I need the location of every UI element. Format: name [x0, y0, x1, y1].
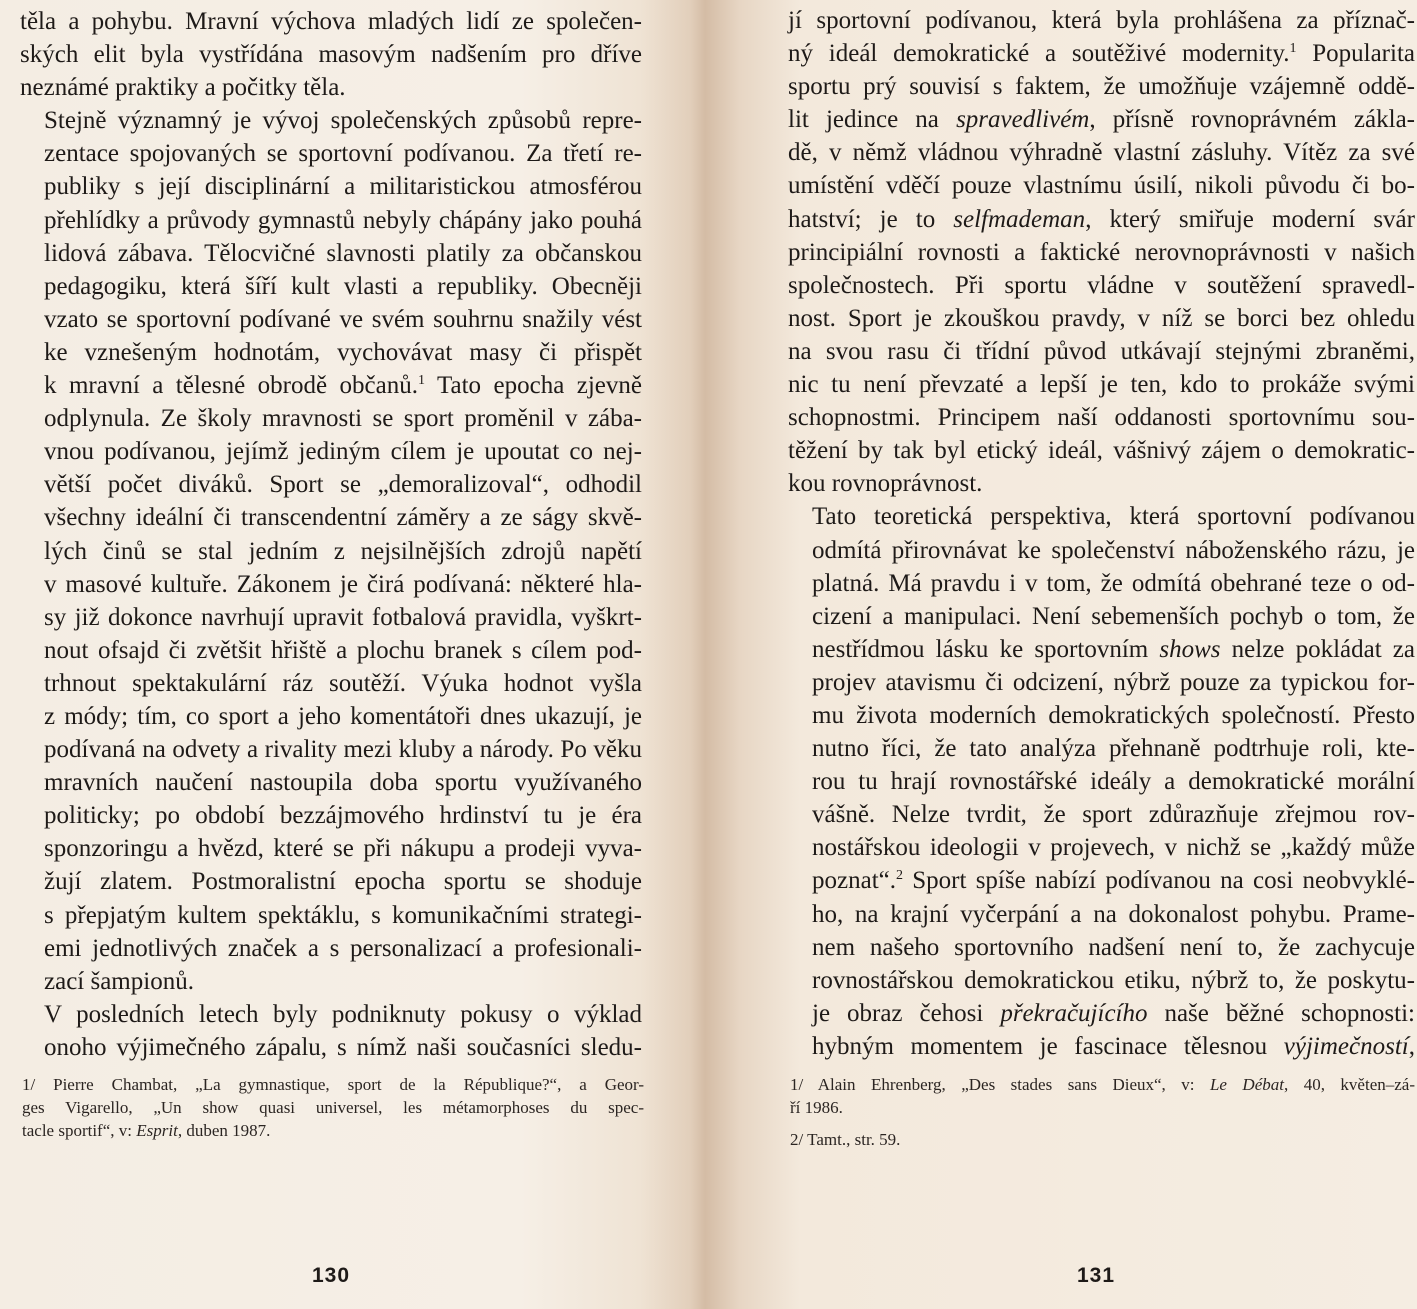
- text-line: žují zlatem. Postmoralistní epocha sportu se shoduje: [44, 868, 642, 896]
- text-line: nost. Sport je zkouškou pravdy, v níž se borci bez ohledu: [788, 304, 1415, 332]
- left-body-text: [20, 5, 642, 1064]
- text-line: s přepjatým kultem spektáklu, s komunikačními strategi-: [44, 901, 642, 929]
- left-footnotes: [22, 1073, 644, 1151]
- text-line-with-note: [788, 37, 1415, 70]
- text-line: V posledních letech byly podniknuty pokusy o výklad: [44, 1000, 642, 1028]
- text-line: neznámé praktiky a počitky těla.: [20, 74, 346, 102]
- footnote: [22, 1073, 644, 1142]
- text-line: rovnostářskou demokratickou etiku, nýbrž to, že poskytu-: [812, 966, 1415, 994]
- text-line: kou rovnoprávnost.: [788, 470, 983, 498]
- text-line: mu života moderních demokratických společností. Přesto: [812, 701, 1415, 729]
- text-fragment: ,: [1408, 1032, 1415, 1060]
- text-fragment: , přísně rovnoprávném zákla-: [1089, 106, 1415, 134]
- text-fragment: Tato epocha zjevně: [424, 372, 642, 400]
- text-fragment: Sport spíše nabízí podívanou na cosi neobvyklé-: [902, 867, 1415, 895]
- text-line: [788, 203, 1415, 236]
- page-number-left: 130: [312, 1264, 351, 1287]
- text-line: sportu prý souvisí s faktem, že umožňuje vzájemně oddě-: [788, 73, 1415, 101]
- text-line: těžení by tak byl etický ideál, vášnivý zájem o demokratic-: [788, 437, 1415, 465]
- text-line: dě, v němž vládnou výhradně vlastní zásluhy. Vítěz za své: [788, 139, 1415, 167]
- text-fragment: poznat“.: [812, 867, 896, 895]
- text-line: vzato se sportovní podívané ve svém souhrnu snažily vést: [44, 305, 642, 333]
- text-line: publiky s její disciplinární a militaristickou atmosférou: [44, 173, 642, 201]
- text-fragment: 1/ Alain Ehrenberg, „Des stades sans Dieux“, v:: [790, 1075, 1210, 1094]
- text-fragment: tacle sportif“, v:: [22, 1121, 137, 1140]
- text-line: všechny ideální či transcendentní záměry a ze ságy skvě-: [44, 504, 642, 532]
- text-line: nic tu není převzaté a lepší je ten, kdo to prokáže svými: [788, 371, 1415, 399]
- text-line: zací šampionů.: [44, 967, 194, 995]
- text-fragment: Popularita: [1296, 40, 1415, 68]
- text-line: trhnout spektakulární ráz soutěží. Výuka hodnot vyšla: [44, 669, 642, 697]
- italic-word: shows: [1159, 635, 1221, 663]
- text-line: rou tu hrají rovnostářské ideály a demokratické morální: [812, 768, 1415, 796]
- text-line: jí sportovní podívanou, která byla prohlášena za příznač-: [788, 7, 1415, 34]
- text-line: zentace spojovaných se sportovní podívanou. Za třetí re-: [44, 140, 642, 168]
- italic-word: překračujícího: [1000, 999, 1148, 1027]
- paragraph: [20, 104, 642, 998]
- text-fragment: , který smiřuje moderní svár: [1085, 205, 1415, 233]
- text-line: schopnostmi. Principem naší oddanosti sportovnímu sou-: [788, 404, 1415, 432]
- text-line: mravních naučení nastoupila doba sportu využívaného: [44, 769, 642, 797]
- right-page: [705, 0, 1417, 1309]
- italic-word: výjimečností: [1283, 1032, 1409, 1060]
- text-line: sy již dokonce navrhují upravit fotbalová pravidla, vyškrt-: [44, 603, 642, 631]
- text-line: cizení a manipulaci. Není sebemenších pochyb o tom, že: [812, 602, 1415, 630]
- text-line: Tato teoretická perspektiva, která sportovní podívanou: [812, 503, 1415, 531]
- text-line: projev atavismu či odcizení, nýbrž pouze za typickou for-: [812, 668, 1415, 696]
- left-page: [0, 0, 700, 1309]
- text-line: přehlídky a průvody gymnastů nebyly chápány jako pouhá: [44, 206, 642, 234]
- text-line: odmítá přirovnávat ke společenství náboženského rázu, je: [812, 536, 1415, 564]
- text-line: nostářskou ideologii v projevech, v nichž se „každý může: [812, 834, 1415, 862]
- text-fragment: k mravní a tělesné obrodě občanů.: [44, 372, 418, 400]
- text-fragment: ný ideál demokratické a soutěživé modernity.: [788, 40, 1290, 68]
- text-line: ských elit byla vystřídána masovým nadšením pro dříve: [20, 41, 642, 69]
- text-fragment: je obraz čehosi: [812, 999, 1001, 1027]
- text-line-with-note: [20, 369, 642, 402]
- text-line: v masové kultuře. Zákonem je čirá podívaná: některé hla-: [44, 570, 642, 598]
- page-number-right: 131: [1077, 1264, 1116, 1287]
- footnote-line: ří 1986.: [790, 1098, 843, 1117]
- text-line: [788, 1030, 1415, 1063]
- italic-word: selfmademan: [953, 205, 1086, 233]
- italic-title: Le Débat: [1209, 1075, 1284, 1094]
- text-line: lých činů se stal jedním z nejsilnějších zdrojů napětí: [44, 537, 642, 565]
- text-line: podívaná na odvety a rivality mezi kluby a národy. Po věku: [44, 736, 642, 764]
- footnote: [790, 1073, 1415, 1119]
- text-line: platná. Má pravdu i v tom, že odmítá obehrané teze o od-: [812, 569, 1415, 597]
- text-line: společnostech. Při sportu vládne v soutěžení spravedl-: [788, 271, 1415, 299]
- footnote-line: ges Vigarello, „Un show quasi universel, les métamorphoses du spec-: [22, 1098, 644, 1117]
- footnote-line: [790, 1073, 1415, 1096]
- footnote-line: 2/ Tamt., str. 59.: [790, 1130, 901, 1149]
- text-line: větší počet diváků. Sport se „demoralizoval“, odhodil: [44, 471, 642, 499]
- text-line: z módy; tím, co sport a jeho komentátoři dnes ukazují, je: [44, 702, 642, 730]
- right-footnotes: [790, 1073, 1415, 1160]
- text-fragment: lit jedince na: [788, 106, 957, 134]
- italic-title: Esprit: [136, 1121, 178, 1140]
- footnote-ref[interactable]: 2: [895, 868, 903, 884]
- text-fragment: nestřídmou lásku ke sportovním: [812, 635, 1160, 663]
- text-fragment: nelze pokládat za: [1220, 635, 1415, 663]
- paragraph: [20, 5, 642, 104]
- text-line: [788, 633, 1415, 666]
- text-line: umístění vděčí pouze vlastnímu úsilí, nikoli původu či bo-: [788, 172, 1415, 200]
- text-line: vnou podívanou, jejímž jediným cílem je upoutat co nej-: [44, 438, 642, 466]
- text-line-with-note: [788, 864, 1415, 897]
- text-fragment: hatství; je to: [788, 205, 954, 233]
- footnote-ref[interactable]: 1: [1289, 41, 1297, 57]
- right-body-text: [788, 4, 1415, 1063]
- text-line: emi jednotlivých značek a s personalizací a profesionali-: [44, 934, 642, 962]
- text-fragment: , duben 1987.: [177, 1121, 271, 1140]
- text-line: lidová zábava. Tělocvičné slavnosti platily za občanskou: [44, 239, 642, 267]
- text-line: odplynula. Ze školy mravnosti se sport proměnil v zába-: [44, 405, 642, 433]
- text-line: nutno říci, že tato analýza přehnaně podtrhuje roli, kte-: [812, 735, 1415, 763]
- text-line: principiální rovnosti a faktické nerovnoprávnosti v našich: [788, 238, 1415, 266]
- footnote: [790, 1128, 1415, 1151]
- paragraph: [788, 500, 1415, 1063]
- text-line: těla a pohybu. Mravní výchova mladých lidí ze společen-: [20, 8, 642, 35]
- text-fragment: naše běžné schopnosti:: [1147, 999, 1415, 1027]
- text-line: [788, 103, 1415, 136]
- footnote-ref[interactable]: 1: [417, 373, 425, 389]
- text-line: vášně. Nelze tvrdit, že sport zdůrazňuje zřejmou rov-: [812, 801, 1415, 829]
- text-line: nout ofsajd či zvětšit hřiště a plochu branek s cílem pod-: [44, 636, 642, 664]
- text-line: [788, 997, 1415, 1030]
- text-line: sponzoringu a hvězd, které se při nákupu a prodeji vyva-: [44, 835, 642, 863]
- text-line: ho, na krajní vyčerpání a na dokonalost pohybu. Prame-: [812, 900, 1415, 928]
- italic-word: spravedlivém: [956, 106, 1090, 134]
- text-line: Stejně významný je vývoj společenských způsobů repre-: [44, 107, 642, 135]
- text-fragment: , 40, květen–zá-: [1283, 1075, 1415, 1094]
- text-line: nem našeho sportovního nadšení není to, že zachycuje: [812, 933, 1415, 961]
- text-line: pedagogiku, která šíří kult vlasti a republiky. Obecněji: [44, 272, 642, 300]
- text-line: ke vznešeným hodnotám, vychovávat masy či přispět: [44, 338, 642, 366]
- text-fragment: hybným momentem je fascinace tělesnou: [812, 1032, 1284, 1060]
- text-line: na svou rasu či třídní původ utkávají stejnými zbraněmi,: [788, 337, 1415, 365]
- paragraph: [788, 4, 1415, 500]
- text-line: politicky; po období bezzájmového hrdinství tu je éra: [44, 802, 642, 830]
- text-line: onoho výjimečného zápalu, s nímž naši současníci sledu-: [44, 1033, 642, 1061]
- paragraph: [20, 998, 642, 1064]
- footnote-line: 1/ Pierre Chambat, „La gymnastique, sport de la République?“, a Geor-: [22, 1075, 644, 1094]
- footnote-line: [22, 1119, 644, 1142]
